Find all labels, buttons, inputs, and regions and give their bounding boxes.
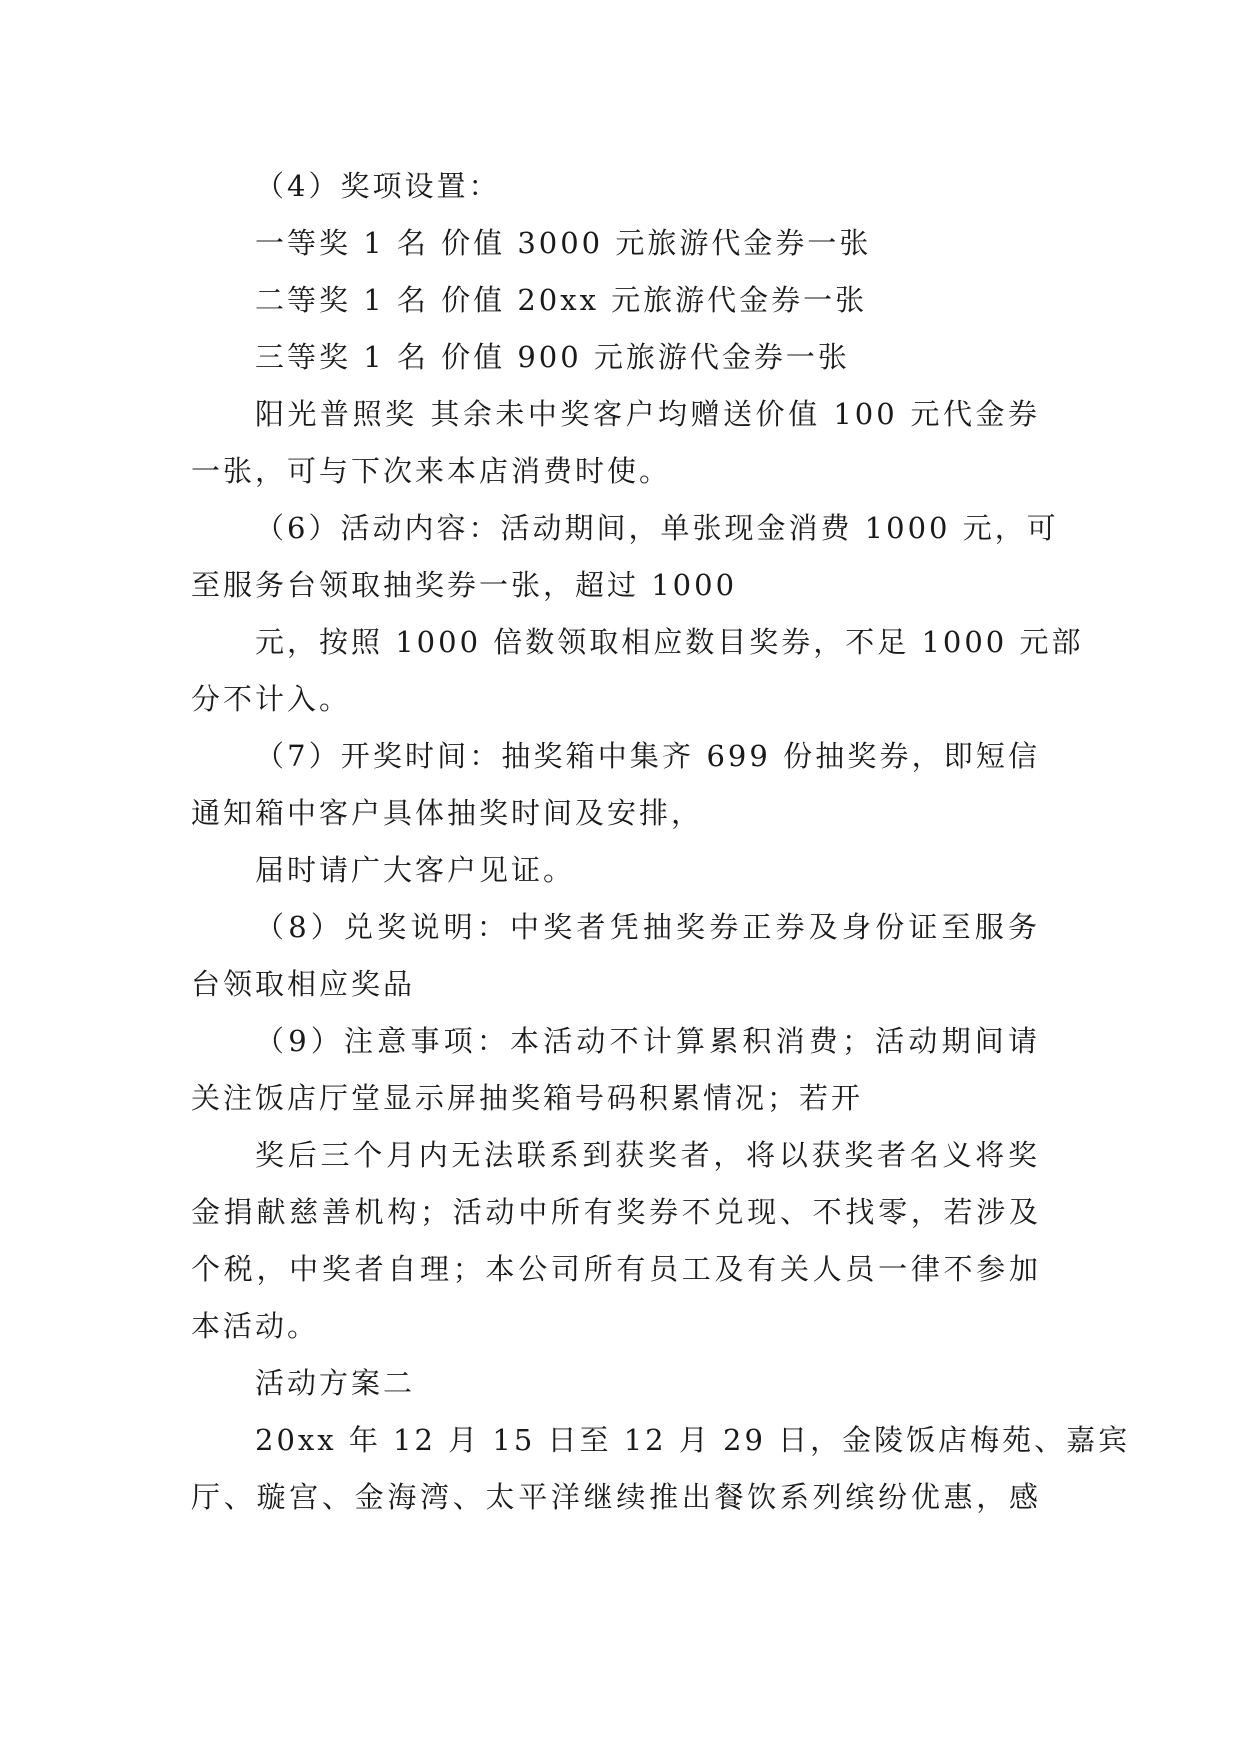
sunshine-prize-line: 阳光普照奖 其余未中奖客户均赠送价值 100 元代金券 bbox=[255, 397, 1040, 431]
paragraph-line: 个税，中奖者自理；本公司所有员工及有关人员一律不参加 bbox=[191, 1252, 1041, 1286]
paragraph-line: 金捐献慈善机构；活动中所有奖券不兑现、不找零，若涉及 bbox=[191, 1195, 1041, 1229]
notes-line: （9）注意事项：本活动不计算累积消费；活动期间请 bbox=[255, 1024, 1040, 1058]
second-prize-line: 二等奖 1 名 价值 20xx 元旅游代金券一张 bbox=[255, 283, 868, 317]
third-prize-line: 三等奖 1 名 价值 900 元旅游代金券一张 bbox=[255, 340, 850, 374]
redemption-line: （8）兑奖说明：中奖者凭抽奖券正券及身份证至服务 bbox=[255, 910, 1040, 944]
paragraph-line: 届时请广大客户见证。 bbox=[255, 853, 576, 887]
paragraph-line: 元，按照 1000 倍数领取相应数目奖券，不足 1000 元部 bbox=[255, 625, 1084, 659]
paragraph-line: 至服务台领取抽奖券一张，超过 1000 bbox=[191, 568, 738, 602]
plan-two-date-line: 20xx 年 12 月 15 日至 12 月 29 日，金陵饭店梅苑、嘉宾 bbox=[255, 1423, 1131, 1457]
first-prize-line: 一等奖 1 名 价值 3000 元旅游代金券一张 bbox=[255, 226, 872, 260]
paragraph-line: 分不计入。 bbox=[191, 682, 352, 716]
paragraph-line: 台领取相应奖品 bbox=[191, 967, 416, 1001]
paragraph-line: 通知箱中客户具体抽奖时间及安排， bbox=[191, 796, 704, 830]
paragraph-line: 奖后三个月内无法联系到获奖者，将以获奖者名义将奖 bbox=[255, 1138, 1040, 1172]
paragraph-line: 一张，可与下次来本店消费时使。 bbox=[191, 454, 672, 488]
paragraph-line: 本活动。 bbox=[191, 1309, 320, 1343]
plan-two-heading: 活动方案二 bbox=[255, 1366, 416, 1400]
activity-content-line: （6）活动内容：活动期间，单张现金消费 1000 元，可 bbox=[255, 511, 1059, 545]
paragraph-line: 关注饭店厅堂显示屏抽奖箱号码积累情况；若开 bbox=[191, 1081, 864, 1115]
draw-time-line: （7）开奖时间：抽奖箱中集齐 699 份抽奖券，即短信 bbox=[255, 739, 1040, 773]
paragraph-line: 厅、璇宫、金海湾、太平洋继续推出餐饮系列缤纷优惠，感 bbox=[191, 1480, 1041, 1514]
prize-settings-heading: （4）奖项设置： bbox=[255, 169, 501, 203]
